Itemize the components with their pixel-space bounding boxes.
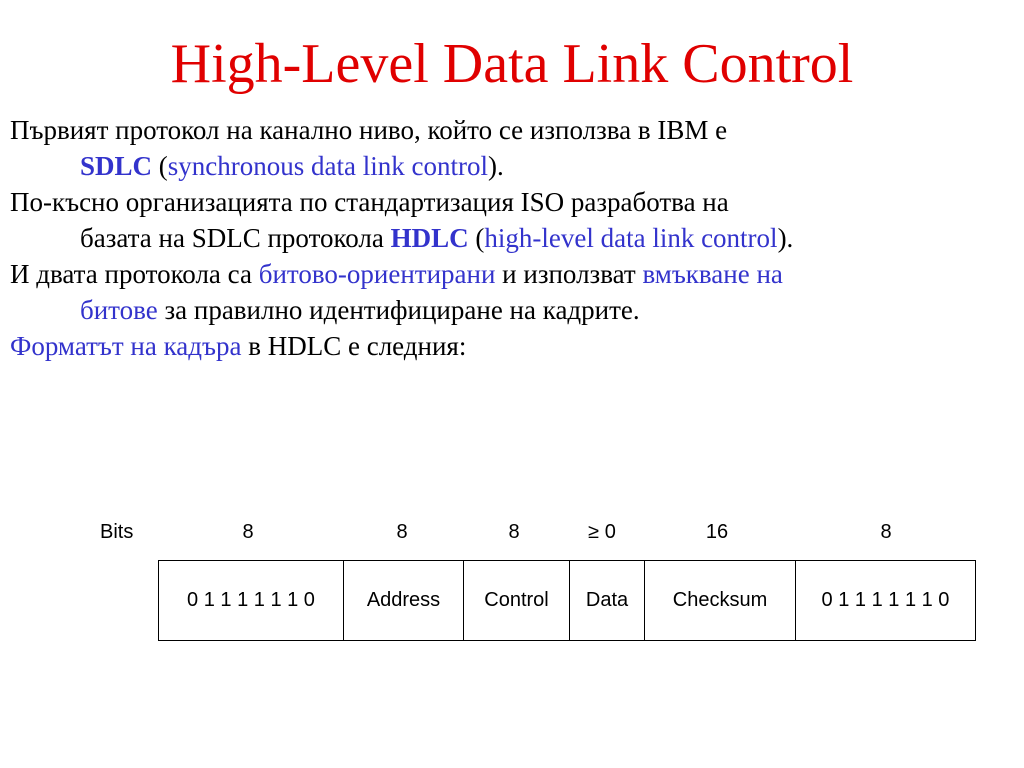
para2-open-paren: ( [468, 223, 485, 253]
bits-address: 8 [396, 521, 408, 543]
para1-open-paren: ( [152, 151, 168, 181]
para1-close: ). [487, 151, 504, 181]
hdlc-term: HDLC [390, 223, 469, 253]
para3-end: за правилно идентифициране на кадрите. [157, 295, 640, 325]
frame-field-flag-end: 0 1 1 1 1 1 1 0 [795, 561, 975, 640]
para2-line1: По-късно организацията по стандартизация ISO разработва на [10, 187, 729, 217]
para3-start: И двата протокола са [10, 259, 259, 289]
paragraph-sdlc [10, 112, 1014, 184]
paragraph-frame-format [10, 328, 1014, 364]
sdlc-term: SDLC [80, 151, 153, 181]
bit-oriented-term: битово-ориентирани [258, 259, 496, 289]
bits-data: ≥ 0 [588, 521, 616, 543]
frame-format-term: Форматът на кадъра [10, 331, 242, 361]
bit-stuffing-term-part2: битове [80, 295, 158, 325]
bits-checksum: 16 [705, 521, 729, 543]
hdlc-frame-diagram [158, 560, 976, 641]
bit-stuffing-term-part1: вмъкване на [642, 259, 783, 289]
para4-end: в HDLC е следния: [241, 331, 467, 361]
slide-title: High-Level Data Link Control [170, 33, 854, 95]
para3-middle: и използват [495, 259, 643, 289]
bits-label: Bits [100, 521, 134, 543]
frame-field-data: Data [569, 561, 644, 640]
hdlc-full-name: high-level data link control [484, 223, 778, 253]
para1-text: Първият протокол на канално ниво, който се използва в IBM е [10, 115, 728, 145]
sdlc-full-name: synchronous data link control [167, 151, 488, 181]
bits-control: 8 [508, 521, 520, 543]
para2-line2-start: базата на SDLC протокола [80, 223, 391, 253]
para2-close: ). [777, 223, 794, 253]
frame-field-flag-start: 0 1 1 1 1 1 1 0 [187, 589, 315, 611]
bits-flag-end: 8 [880, 521, 892, 543]
paragraph-hdlc [10, 184, 1014, 256]
slide-body [10, 112, 1014, 364]
bits-row [96, 521, 986, 549]
frame-field-control: Control [463, 561, 569, 640]
bits-flag-start: 8 [242, 521, 254, 543]
frame-field-checksum: Checksum [644, 561, 795, 640]
paragraph-bit-oriented [10, 256, 1014, 328]
frame-field-address: Address [343, 561, 463, 640]
